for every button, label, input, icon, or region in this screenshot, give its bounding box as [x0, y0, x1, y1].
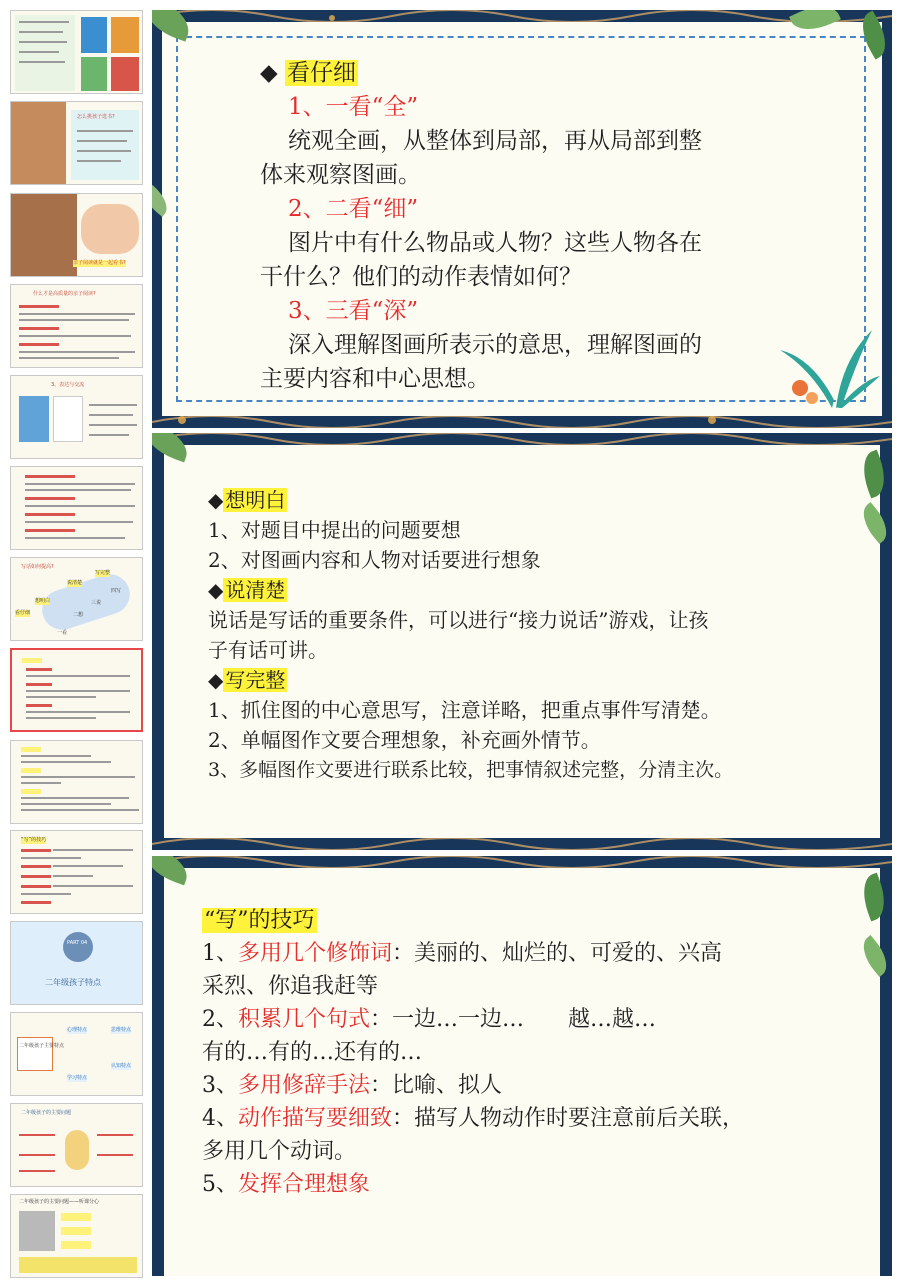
- thumbnail-slide-1[interactable]: [10, 10, 143, 94]
- item-text: 1、抓住图的中心意思写，注意详略，把重点事件写清楚。: [208, 698, 721, 722]
- item-text: 2、对图画内容和人物对话要进行想象: [208, 548, 541, 572]
- list-item-continuation: 采烈、你追我赶等: [202, 974, 379, 999]
- item-text: 主要内容和中心思想。: [260, 366, 490, 392]
- thumbnail-label: 认知特点: [111, 1063, 132, 1069]
- thumbnail-label: 说清楚: [67, 580, 83, 586]
- slide-thumbnail-panel: [0, 0, 150, 1286]
- item-title: 1、一看“全”: [288, 94, 419, 120]
- item-text: 体来观察图画。: [260, 162, 421, 188]
- list-item: 3、多用修辞手法：比喻、拟人: [202, 1073, 503, 1098]
- thumbnail-label: 思维特点: [111, 1027, 132, 1033]
- thumbnail-slide-9[interactable]: [10, 740, 143, 824]
- item-text: 统观全画，从整体到局部，再从局部到整: [288, 128, 702, 154]
- thumbnail-slide-7[interactable]: [10, 557, 143, 641]
- list-item: 1、多用几个修饰词：美丽的、灿烂的、可爱的、兴高: [202, 941, 723, 966]
- thumbnail-slide-12[interactable]: [10, 1012, 143, 1096]
- thumbnail-slide-13[interactable]: [10, 1103, 143, 1187]
- thumbnail-title: 二年级孩子特点: [45, 978, 101, 987]
- diamond-bullet-icon: ◆: [208, 578, 224, 602]
- thumbnail-slide-2[interactable]: [10, 101, 143, 185]
- item-text: 干什么？他们的动作表情如何？: [260, 264, 582, 290]
- slide-look-carefully: [152, 10, 892, 428]
- thumbnail-title: 怎么挑孩子选书?: [77, 114, 115, 120]
- thumbnail-label: 看仔细: [15, 610, 31, 616]
- thumbnail-slide-4[interactable]: [10, 284, 143, 368]
- diamond-bullet-icon: ◆: [208, 668, 224, 692]
- diamond-bullet-icon: ◆: [208, 488, 224, 512]
- slide-content: [202, 904, 882, 1201]
- item-title: 2、二看“细”: [288, 196, 419, 222]
- thumbnail-label: 一看: [57, 630, 68, 636]
- thumbnail-label: 想明白: [35, 598, 51, 604]
- thumbnail-slide-5[interactable]: [10, 375, 143, 459]
- thumbnail-label: 二年级孩子主要特点: [19, 1043, 65, 1049]
- thumbnail-title: 二年级孩子的主要问题: [21, 1110, 72, 1116]
- thumbnail-title: 二年级孩子的主要问题——听课分心: [19, 1199, 100, 1205]
- item-title: 3、三看“深”: [288, 298, 419, 324]
- list-item: 5、发挥合理想象: [202, 1172, 371, 1197]
- diamond-bullet-icon: ◆: [260, 60, 278, 86]
- thumbnail-title: 写话如何提高?: [21, 564, 54, 570]
- thumbnail-title: “写”的技巧: [21, 837, 47, 843]
- thumbnail-slide-3[interactable]: [10, 193, 143, 277]
- list-item-continuation: 有的…有的…还有的…: [202, 1040, 423, 1065]
- thumbnail-part-label: PART 04: [67, 940, 88, 946]
- slide-think-speak-write: [152, 433, 892, 850]
- item-text: 3、多幅图作文要进行联系比较，把事情叙述完整，分清主次。: [208, 759, 734, 781]
- thumbnail-slide-11[interactable]: [10, 921, 143, 1005]
- list-item: 4、动作描写要细致：描写人物动作时要注意前后关联，: [202, 1106, 745, 1131]
- section-heading: ◆ 想明白: [208, 488, 286, 512]
- section-heading: ◆ 写完整: [208, 668, 286, 692]
- thumbnail-label: 学习特点: [67, 1075, 88, 1081]
- thumbnail-title: 3、表达与交流: [51, 382, 85, 388]
- thumbnail-label: 三说: [91, 600, 102, 606]
- item-text: 说话是写话的重要条件，可以进行“接力说话”游戏，让孩: [208, 608, 709, 632]
- item-text: 子有话可讲。: [208, 638, 328, 662]
- thumbnail-label: 四写: [111, 588, 122, 594]
- section-heading: “写”的技巧: [204, 908, 315, 933]
- thumbnail-title: 什么才是高质量的亲子阅读?: [33, 291, 96, 297]
- thumbnail-slide-8[interactable]: [10, 648, 143, 732]
- item-text: 2、单幅图作文要合理想象，补充画外情节。: [208, 728, 601, 752]
- item-text: 图片中有什么物品或人物？这些人物各在: [288, 230, 702, 256]
- thumbnail-label: 写完整: [95, 570, 111, 576]
- thumbnail-label: 二想: [73, 612, 84, 618]
- slide-content: [208, 485, 888, 785]
- list-item: 2、积累几个句式：一边…一边… 越…越…: [202, 1007, 657, 1032]
- thumbnail-slide-14[interactable]: [10, 1194, 143, 1278]
- section-heading: ◆ 看仔细: [260, 60, 357, 86]
- item-text: 深入理解图画所表示的意思，理解图画的: [288, 332, 702, 358]
- item-text: 1、对题目中提出的问题要想: [208, 518, 461, 542]
- thumbnail-slide-6[interactable]: [10, 466, 143, 550]
- section-heading: ◆ 说清楚: [208, 578, 286, 602]
- slide-content: [260, 56, 860, 396]
- thumbnail-slide-10[interactable]: [10, 830, 143, 914]
- thumbnail-title: 亲子阅读就是一起看书?: [73, 260, 126, 266]
- slide-writing-skills: [152, 856, 892, 1276]
- list-item-continuation: 多用几个动词。: [202, 1139, 357, 1164]
- thumbnail-label: 心理特点: [67, 1027, 88, 1033]
